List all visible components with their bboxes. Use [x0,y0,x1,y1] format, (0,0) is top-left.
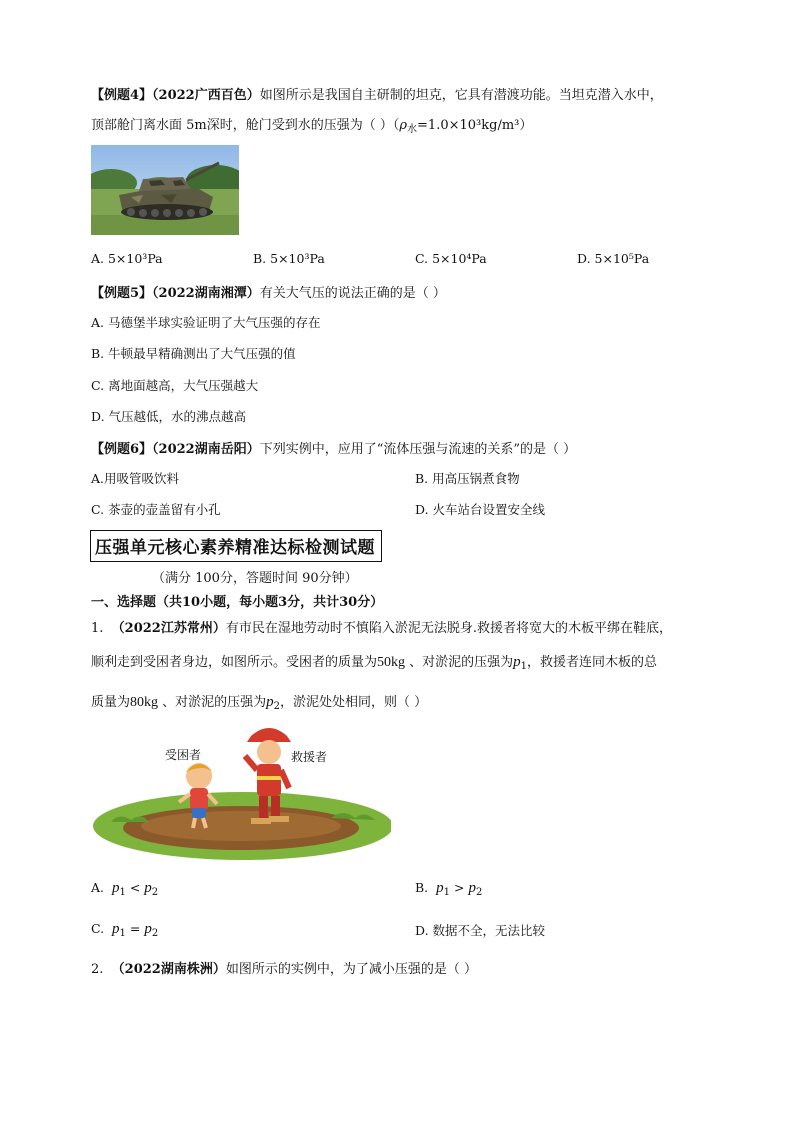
q1-option-c[interactable]: C. $p_1 = p_2$ [91,921,159,939]
q1-option-a[interactable]: A. $p_1 < p_2$ [91,880,159,898]
label-trapped: 受困者 [165,748,202,762]
section-title: 压强单元核心素养精准达标检测试题 [90,530,382,562]
ex6-option-b[interactable]: B. 用高压锅煮食物 [415,471,520,486]
ex5-option-c[interactable]: C. 离地面越高，大气压强越大 [91,378,259,393]
ex4-source: （2022广西百色） [152,88,260,103]
ex5-stem: 【例题5】（2022湖南湘潭）有关大气压的说法正确的是（ ） [91,286,446,301]
label-rescuer: 救援者 [291,750,328,764]
q1-line1: 1. （2022江苏常州）有市民在湿地劳动时不慎陷入淤泥无法脱身.救援者将宽大的木板平绑在鞋底， [91,621,672,636]
part-heading: 一、选择题（共10小题，每小题3分，共计30分） [91,595,384,610]
ex6-option-c[interactable]: C. 茶壶的壶盖留有小孔 [91,502,221,517]
ex4-option-a[interactable]: A. 5×10³Pa [91,251,163,266]
q2-stem: 2. （2022湖南株洲）如图所示的实例中，为了减小压强的是（ ） [91,962,477,977]
ex6-option-a[interactable]: A.用吸管吸饮料 [91,471,180,486]
q1-option-d[interactable]: D. 数据不全，无法比较 [415,923,546,938]
ex5-option-b[interactable]: B. 牛顿最早精确测出了大气压强的值 [91,346,296,361]
ex5-option-d[interactable]: D. 气压越低，水的沸点越高 [91,409,247,424]
tank-photo [91,145,239,235]
ex6-stem: 【例题6】（2022湖南岳阳）下列实例中，应用了“流体压强与流速的关系”的是（ ） [91,442,577,457]
ex4-option-c[interactable]: C. 5×10⁴Pa [415,251,487,266]
q1-line3: 质量为80kg 、对淤泥的压强为$p_2$，淤泥处处相同，则（ ） [91,694,428,712]
q1-illustration [91,716,391,866]
mud-scene [91,716,391,866]
q1-option-b[interactable]: B. $p_1 > p_2$ [415,880,483,898]
ex4-line2: 顶部舱门离水面 5m深时，舱门受到水的压强为（ ）$(\rho_水=1.0\times 10^3kg/m^3)$ [91,118,533,135]
section-meta: （满分 100分，答题时间 90分钟） [152,571,358,586]
ex4-option-b[interactable]: B. 5×10³Pa [253,251,325,266]
ex5-option-a[interactable]: A. 马德堡半球实验证明了大气压强的存在 [91,315,321,330]
ex4-option-d[interactable]: D. 5×10⁵Pa [577,251,650,266]
ex6-option-d[interactable]: D. 火车站台设置安全线 [415,502,546,517]
q1-line2: 顺利走到受困者身边，如图所示。受困者的质量为50kg 、对淤泥的压强为$p_1$，救援者连同木板的总 [91,654,658,672]
ex4-line1: 【例题4】（2022广西百色）如图所示是我国自主研制的坦克，它具有潜渡功能。当坦克潜入水中， [91,88,663,103]
